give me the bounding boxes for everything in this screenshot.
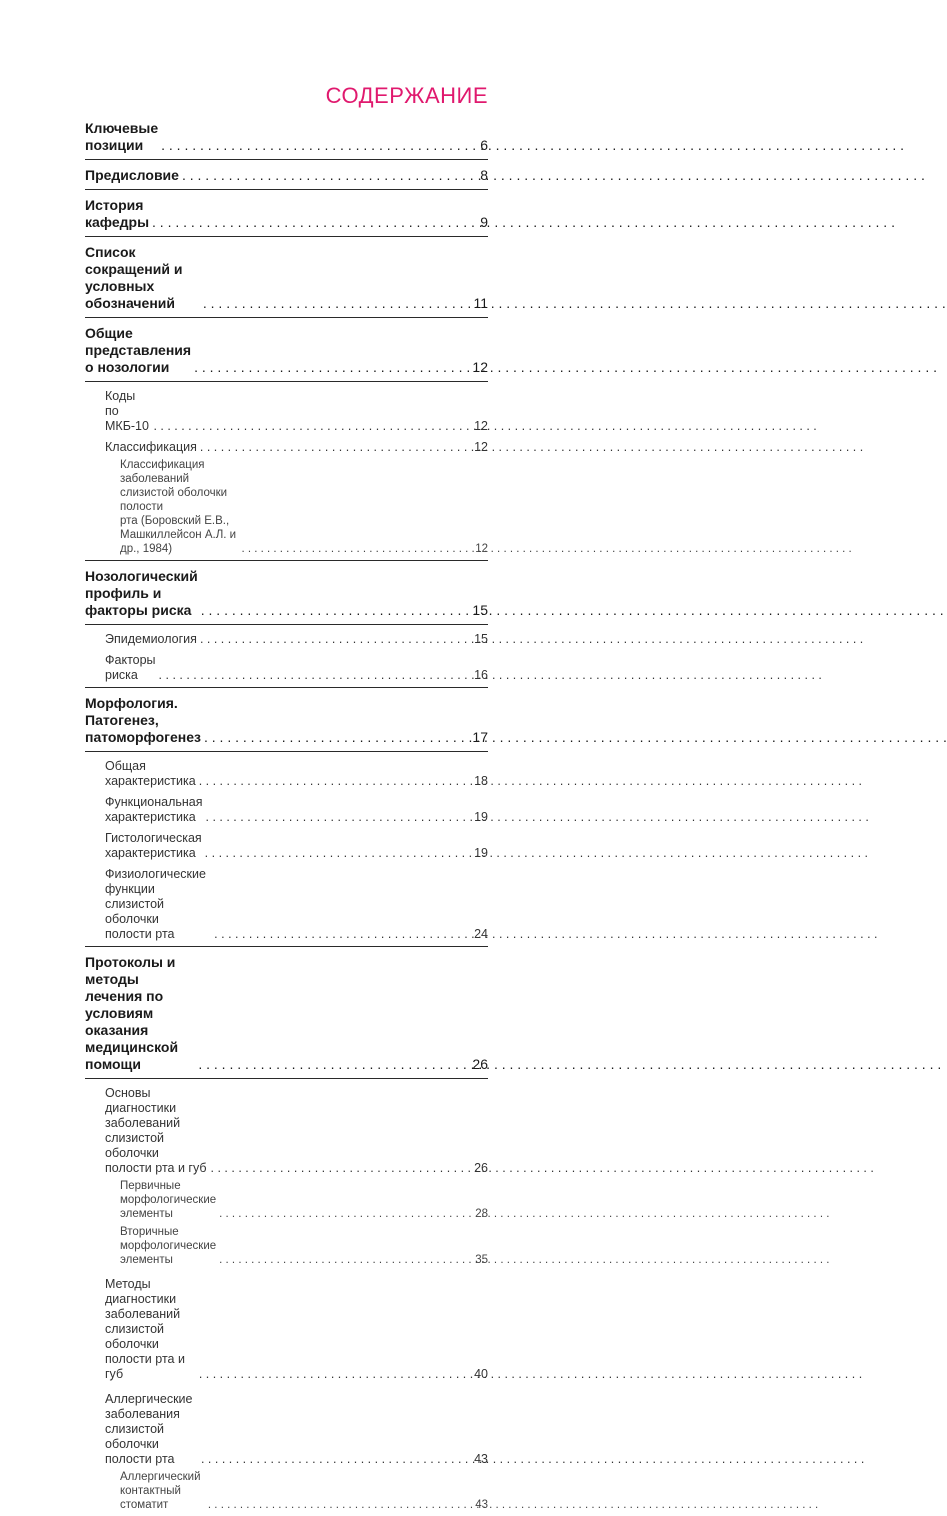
toc-page-number: 12 [475,543,488,555]
toc-entry-text: Протоколы и методы лечения по условиям оказания медицинской помощи [85,954,179,1072]
toc-entry-text: Эпидемиология [105,632,197,646]
toc-page-number: 43 [475,1499,488,1511]
toc-entry-text: Ключевые позиции [85,120,159,153]
leader-dots [204,729,469,746]
toc-page-number: 6 [480,137,488,153]
leader-dots [152,214,477,231]
toc-page-number: 8 [480,167,488,183]
toc-entry[interactable] [85,1225,488,1267]
toc-entry[interactable] [85,325,488,382]
leader-dots [201,1452,471,1467]
leader-dots [198,1056,469,1073]
toc-entry-text: Предисловие [85,167,179,183]
toc-entry[interactable] [85,1277,488,1382]
leader-dots [159,668,472,683]
leader-dots [206,810,472,825]
toc-page-number: 26 [472,1056,488,1072]
toc-entry[interactable] [85,831,488,861]
toc-page-number: 24 [474,927,488,941]
toc-page-number: 40 [474,1367,488,1381]
toc-entry-text: Вторичные морфологические элементы [120,1226,217,1266]
toc-entry-text: Аллергические заболевания слизистой оболочки полости рта [105,1392,193,1466]
toc-entry-text: Методы диагностики заболеваний слизистой оболочки полости рта и губ [105,1277,185,1381]
toc-entry-text: Функциональная характеристика [105,795,203,824]
section-divider [85,946,488,947]
toc-page-number: 15 [472,602,488,618]
toc-page-number: 12 [474,419,488,433]
toc-entry[interactable] [85,1086,488,1176]
toc-page-number: 12 [472,359,488,375]
leader-dots [201,602,470,619]
leader-dots [200,440,471,455]
toc-entry-text: Факторы риска [105,653,156,682]
section-divider [85,687,488,688]
toc-entry[interactable] [85,867,488,942]
leader-dots [211,1161,472,1176]
toc-page-number: 9 [480,214,488,230]
toc-page-number: 11 [473,295,488,311]
toc-entry[interactable] [85,197,488,237]
toc-entry-text: Нозологический профиль и факторы риска [85,568,198,618]
toc-page-number: 16 [474,668,488,682]
toc-entry[interactable] [85,458,488,556]
toc-entry[interactable] [85,389,488,434]
toc-entry-text: Первичные морфологические элементы [120,1180,217,1220]
toc-entry-text: Общая характеристика [105,759,196,788]
leader-dots [205,846,471,861]
toc-entry-text: История кафедры [85,197,150,230]
toc-entry-text: Гистологическая характеристика [105,831,202,860]
toc-entry[interactable] [85,1470,488,1512]
toc-page-number: 12 [474,440,488,454]
toc-page-number: 43 [474,1452,488,1466]
toc-entry-text: Морфология. Патогенез, патоморфогенез [85,695,201,745]
toc-entry[interactable] [85,167,488,190]
toc-page-number: 19 [474,846,488,860]
toc-entry-text: Аллергический контактный стоматит [120,1471,201,1511]
toc-entry[interactable] [85,1392,488,1467]
toc-entry-text: Общие представления о нозологии [85,325,192,375]
toc-entry-text: Коды по МКБ-10 [105,389,149,433]
leader-dots [199,1367,471,1382]
toc-page-number: 35 [475,1254,488,1266]
toc-entry-text: Физиологические функции слизистой оболочки полости рта [105,867,206,941]
leader-dots [161,137,477,154]
toc-entry-text: Классификация [105,440,197,454]
leader-dots [182,167,477,184]
toc-entry[interactable] [85,1179,488,1221]
toc-entry-text: Классификация заболеваний слизистой оболочки полости рта (Боровский Е.В., Машкиллейсон А.Л. и др., 1984) [120,459,237,555]
toc-page-number: 18 [474,774,488,788]
leader-dots [208,1498,472,1512]
leader-dots [219,1207,472,1221]
toc-list [85,120,488,1516]
toc-title: СОДЕРЖАНИЕ [325,83,488,108]
toc-entry[interactable] [85,759,488,789]
leader-spacer [241,542,472,556]
leader-dots [194,359,469,376]
toc-entry[interactable] [85,954,488,1079]
leader-dots [199,774,471,789]
toc-entry[interactable] [85,244,488,318]
leader-dots [153,419,471,434]
toc-page-number: 26 [474,1161,488,1175]
toc-page-number: 17 [472,729,488,745]
toc-page-number: 19 [474,810,488,824]
leader-dots [200,632,471,647]
toc-entry[interactable] [85,568,488,625]
toc-entry-text: Список сокращений и условных обозначений [85,244,183,311]
toc-entry[interactable] [85,120,488,160]
toc-page-number: 15 [474,632,488,646]
toc-entry[interactable] [85,795,488,825]
section-divider [85,560,488,561]
toc-entry[interactable] [85,440,488,455]
toc-entry-text: Основы диагностики заболеваний слизистой оболочки полости рта и губ [105,1086,207,1175]
toc-entry[interactable] [85,695,488,752]
toc-page-number: 28 [475,1208,488,1220]
leader-dots [214,927,471,942]
leader-dots [219,1253,472,1267]
leader-dots [203,295,471,312]
toc-entry[interactable] [85,653,488,683]
toc-entry[interactable] [85,632,488,647]
